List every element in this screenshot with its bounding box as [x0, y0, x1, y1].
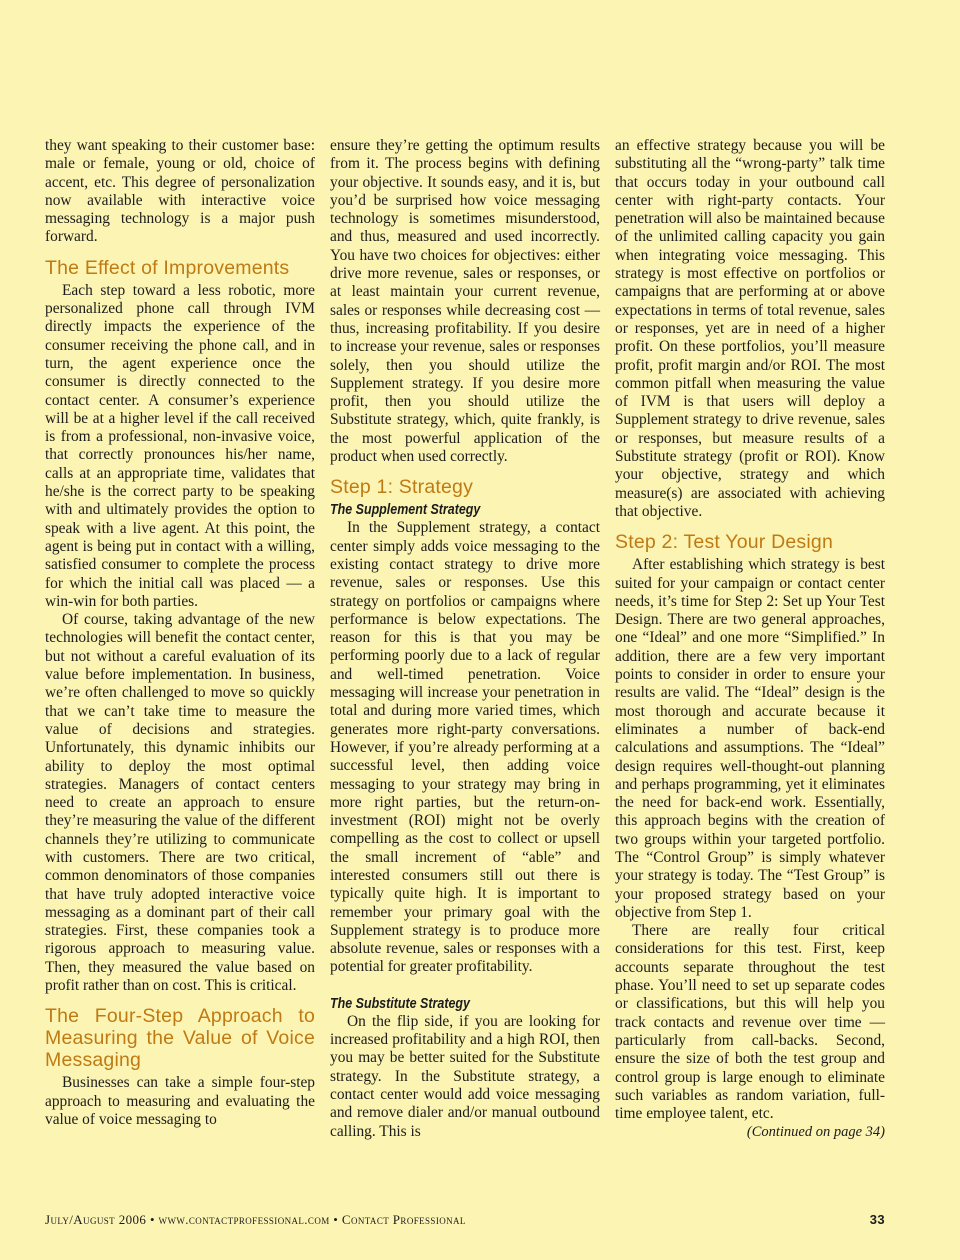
section-heading-four-step-approach: The Four-Step Approach to Measuring the Value of Voice Messaging [45, 1005, 315, 1072]
section-heading-step-1: Step 1: Strategy [330, 476, 474, 499]
spacer [330, 977, 600, 995]
paragraph: Businesses can take a simple four-step approach to measuring and evaluating the value of voice messaging to [45, 1074, 315, 1128]
paragraph: After establishing which strategy is best suited for your campaign or contact center needs, it’s time for Step 2: Set up Your Test Design. There are two general approaches, one “Ideal” and one more “Simplified.” In addition, there are a few very important points to consider in order to ensure your results are valid. The “Ideal” design is the most thorough and accurate because it eliminates a number of back-end calculations and assumptions. The “Ideal” design requires well-thought-out planning and perhaps programming, yet it eliminates the need for back-end work. Essentially, this approach begins with the creation of two groups within your targeted portfolio. The “Control Group” is simply whatever your strategy is today. The “Test Group” is your proposed strategy based on your objective from Step 1. [615, 556, 885, 921]
page-number: 33 [869, 1212, 885, 1227]
paragraph: an effective strategy because you will be substituting all the “wrong-party” talk time that occurs today in your outbound call center with right-party contacts. Your penetration will also be maintained because of the unlimited calling capacity you gain when integrating voice messaging. This strategy is most effective on portfolios or campaigns that are performing at or above expectations in terms of total revenue, sales or responses, yet are in need of a higher profit. On these portfolios, you’ll measure profit, profit margin and/or ROI. The most common pitfall when measuring the value of IVM is that users will deploy a Supplement strategy to drive revenue, sales or responses, but measure results of a Substitute strategy (profit or ROI). Know your objective, strategy and which measure(s) are associated with achieving that objective. [615, 137, 885, 520]
column-2 [330, 137, 600, 1141]
paragraph: On the flip side, if you are looking for increased profitability and a high ROI, then you may be better suited for the Substitute strategy. In the Substitute strategy, a contact center would add voice messaging and remove dialer and/or manual outbound calling. This is [330, 1012, 600, 1140]
paragraph: ensure they’re getting the optimum results from it. The process begins with defining your objective. It sounds easy, and it is, but you’d be surprised how voice messaging technology is sometimes misunderstood, and thus, measured and used incorrectly. You have two choices for objectives: either drive more revenue, sales or responses, or at least maintain your current revenue, sales or responses while decreasing cost — thus, increasing profitability. If you desire to increase your revenue, sales or responses solely, then you should utilize the Supplement strategy. If you desire more profit, then you should utilize the Substitute strategy, which, quite frankly, is the most powerful application of the product when used correctly. [330, 137, 600, 466]
footer-publication-line: July/August 2006 • www.contactprofessional.com • Contact Professional [45, 1212, 466, 1227]
section-heading-step-2: Step 2: Test Your Design [615, 531, 834, 554]
paragraph [615, 922, 885, 1141]
continued-note: (Continued on page 34) [746, 1124, 885, 1141]
column-3 [615, 137, 885, 1142]
subheading-supplement-strategy: The Supplement Strategy [330, 502, 481, 519]
page-footer [45, 1212, 885, 1228]
subheading-substitute-strategy: The Substitute Strategy [330, 995, 470, 1012]
paragraph: Each step toward a less robotic, more personalized phone call through IVM directly impacts the experience of the consumer receiving the phone call, and in turn, the agent experience once the consumer is directly connected to the contact center. A consumer’s experience will be at a higher level if the call received is from a professional, non-invasive voice, that correctly pronounces his/her name, calls at an appropriate time, validates that he/she is the correct party to be speaking with and ultimately provides the option to speak with a live agent. At this point, the agent is being put in contact with a willing, satisfied consumer to complete the process for which the initial call was placed — a win-win for both parties. [45, 281, 315, 610]
paragraph: they want speaking to their customer base: male or female, young or old, choice of accent, etc. This degree of personalization now available with interactive voice messaging technology is a major push forward. [45, 137, 315, 246]
column-1 [45, 137, 315, 1129]
paragraph-text: There are really four critical considerations for this test. First, keep accounts separate throughout the test phase. You’ll need to set up separate codes or classifications, but this will help you track contacts and revenue over time — particularly from call-backs. Second, ensure the size of both the test group and control group is large enough to eliminate such variables as random variation, full-time employee talent, etc. [615, 922, 885, 1123]
paragraph: In the Supplement strategy, a contact center simply adds voice messaging to the existing contact strategy to drive more revenue, sales or responses. Use this strategy on portfolios or campaigns where performance is below expectations. The reason for this is that you may be performing poorly due to a lack of regular and well-timed penetration. Voice messaging will increase your penetration in total and during more varied times, which generates more right-party conversations. However, if you’re already performing at a successful level, then adding voice messaging to your strategy may bring in more right parties, but the return-on-investment (ROI) might not be overly compelling as the cost to collect or upsell the small increment of “able” and interested consumers still out there is typically quite high. It is important to remember your primary goal with the Supplement strategy is to produce more absolute revenue, sales or responses with a potential for greater profitability. [330, 519, 600, 976]
paragraph: Of course, taking advantage of the new technologies will benefit the contact center, but not without a careful evaluation of its value before implementation. In business, we’re often challenged to move so quickly that we can’t take time to measure the value of decisions and strategies. Unfortunately, this dynamic inhibits our ability to deploy the most optimal strategies. Managers of contact centers need to create an approach to ensure they’re measuring the value of the different channels they’re utilizing to communicate with customers. There are two critical, common denominators of those companies that have truly adopted interactive voice messaging as a dominant part of their call strategies. First, these companies took a rigorous approach to measuring value. Then, they measured the value based on profit rather than on cost. This is critical. [45, 611, 315, 995]
section-heading-effect-of-improvements: The Effect of Improvements [45, 256, 290, 279]
